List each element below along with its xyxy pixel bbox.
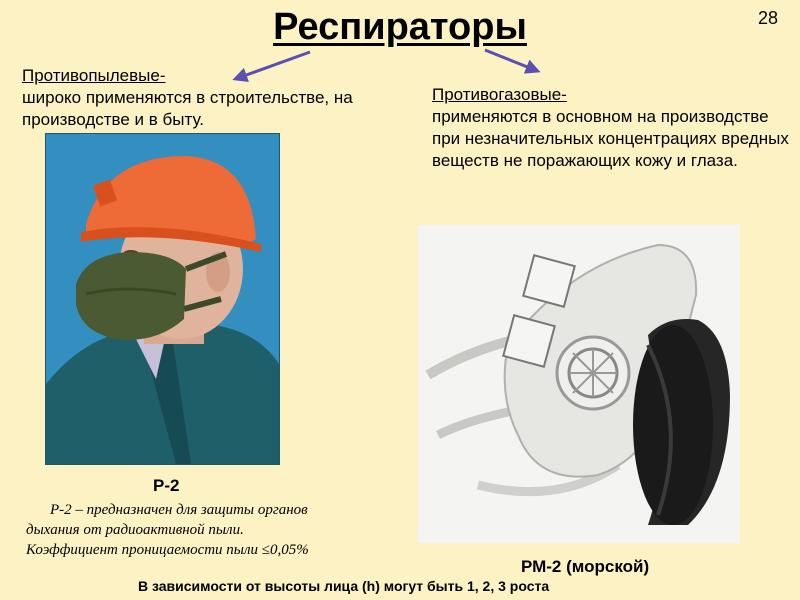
dust-respirator-text: широко применяются в строительстве, на производстве и в быту. — [22, 88, 353, 129]
arrow-right — [485, 50, 535, 70]
r2-description — [26, 500, 386, 560]
r2-description-line-3: Коэффициент проницаемости пыли ≤0,05% — [26, 542, 309, 558]
gas-respirator-description — [432, 84, 792, 172]
dust-respirator-heading: Противопылевые- — [22, 66, 166, 85]
rm2-respirator-photo — [418, 225, 740, 543]
gas-respirator-text: применяются в основном на производстве при незначительных концентрациях вредных веществ не поражающих кожу и глаза. — [432, 107, 789, 170]
r2-description-line-1: Р-2 – предназначен для защиты органов — [50, 502, 308, 518]
r2-respirator-photo — [45, 133, 280, 465]
dust-respirator-description — [22, 65, 402, 131]
r2-label: Р-2 — [153, 476, 180, 495]
slide-title: Респираторы — [273, 6, 527, 48]
r2-description-line-2: дыхания от радиоактивной пыли. — [26, 522, 244, 538]
page-number: 28 — [757, 8, 778, 28]
gas-respirator-heading: Противогазовые- — [432, 85, 567, 104]
rm2-label: РМ-2 (морской) — [521, 557, 650, 576]
footer-note: В зависимости от высоты лица (h) могут быть 1, 2, 3 роста — [138, 578, 550, 594]
